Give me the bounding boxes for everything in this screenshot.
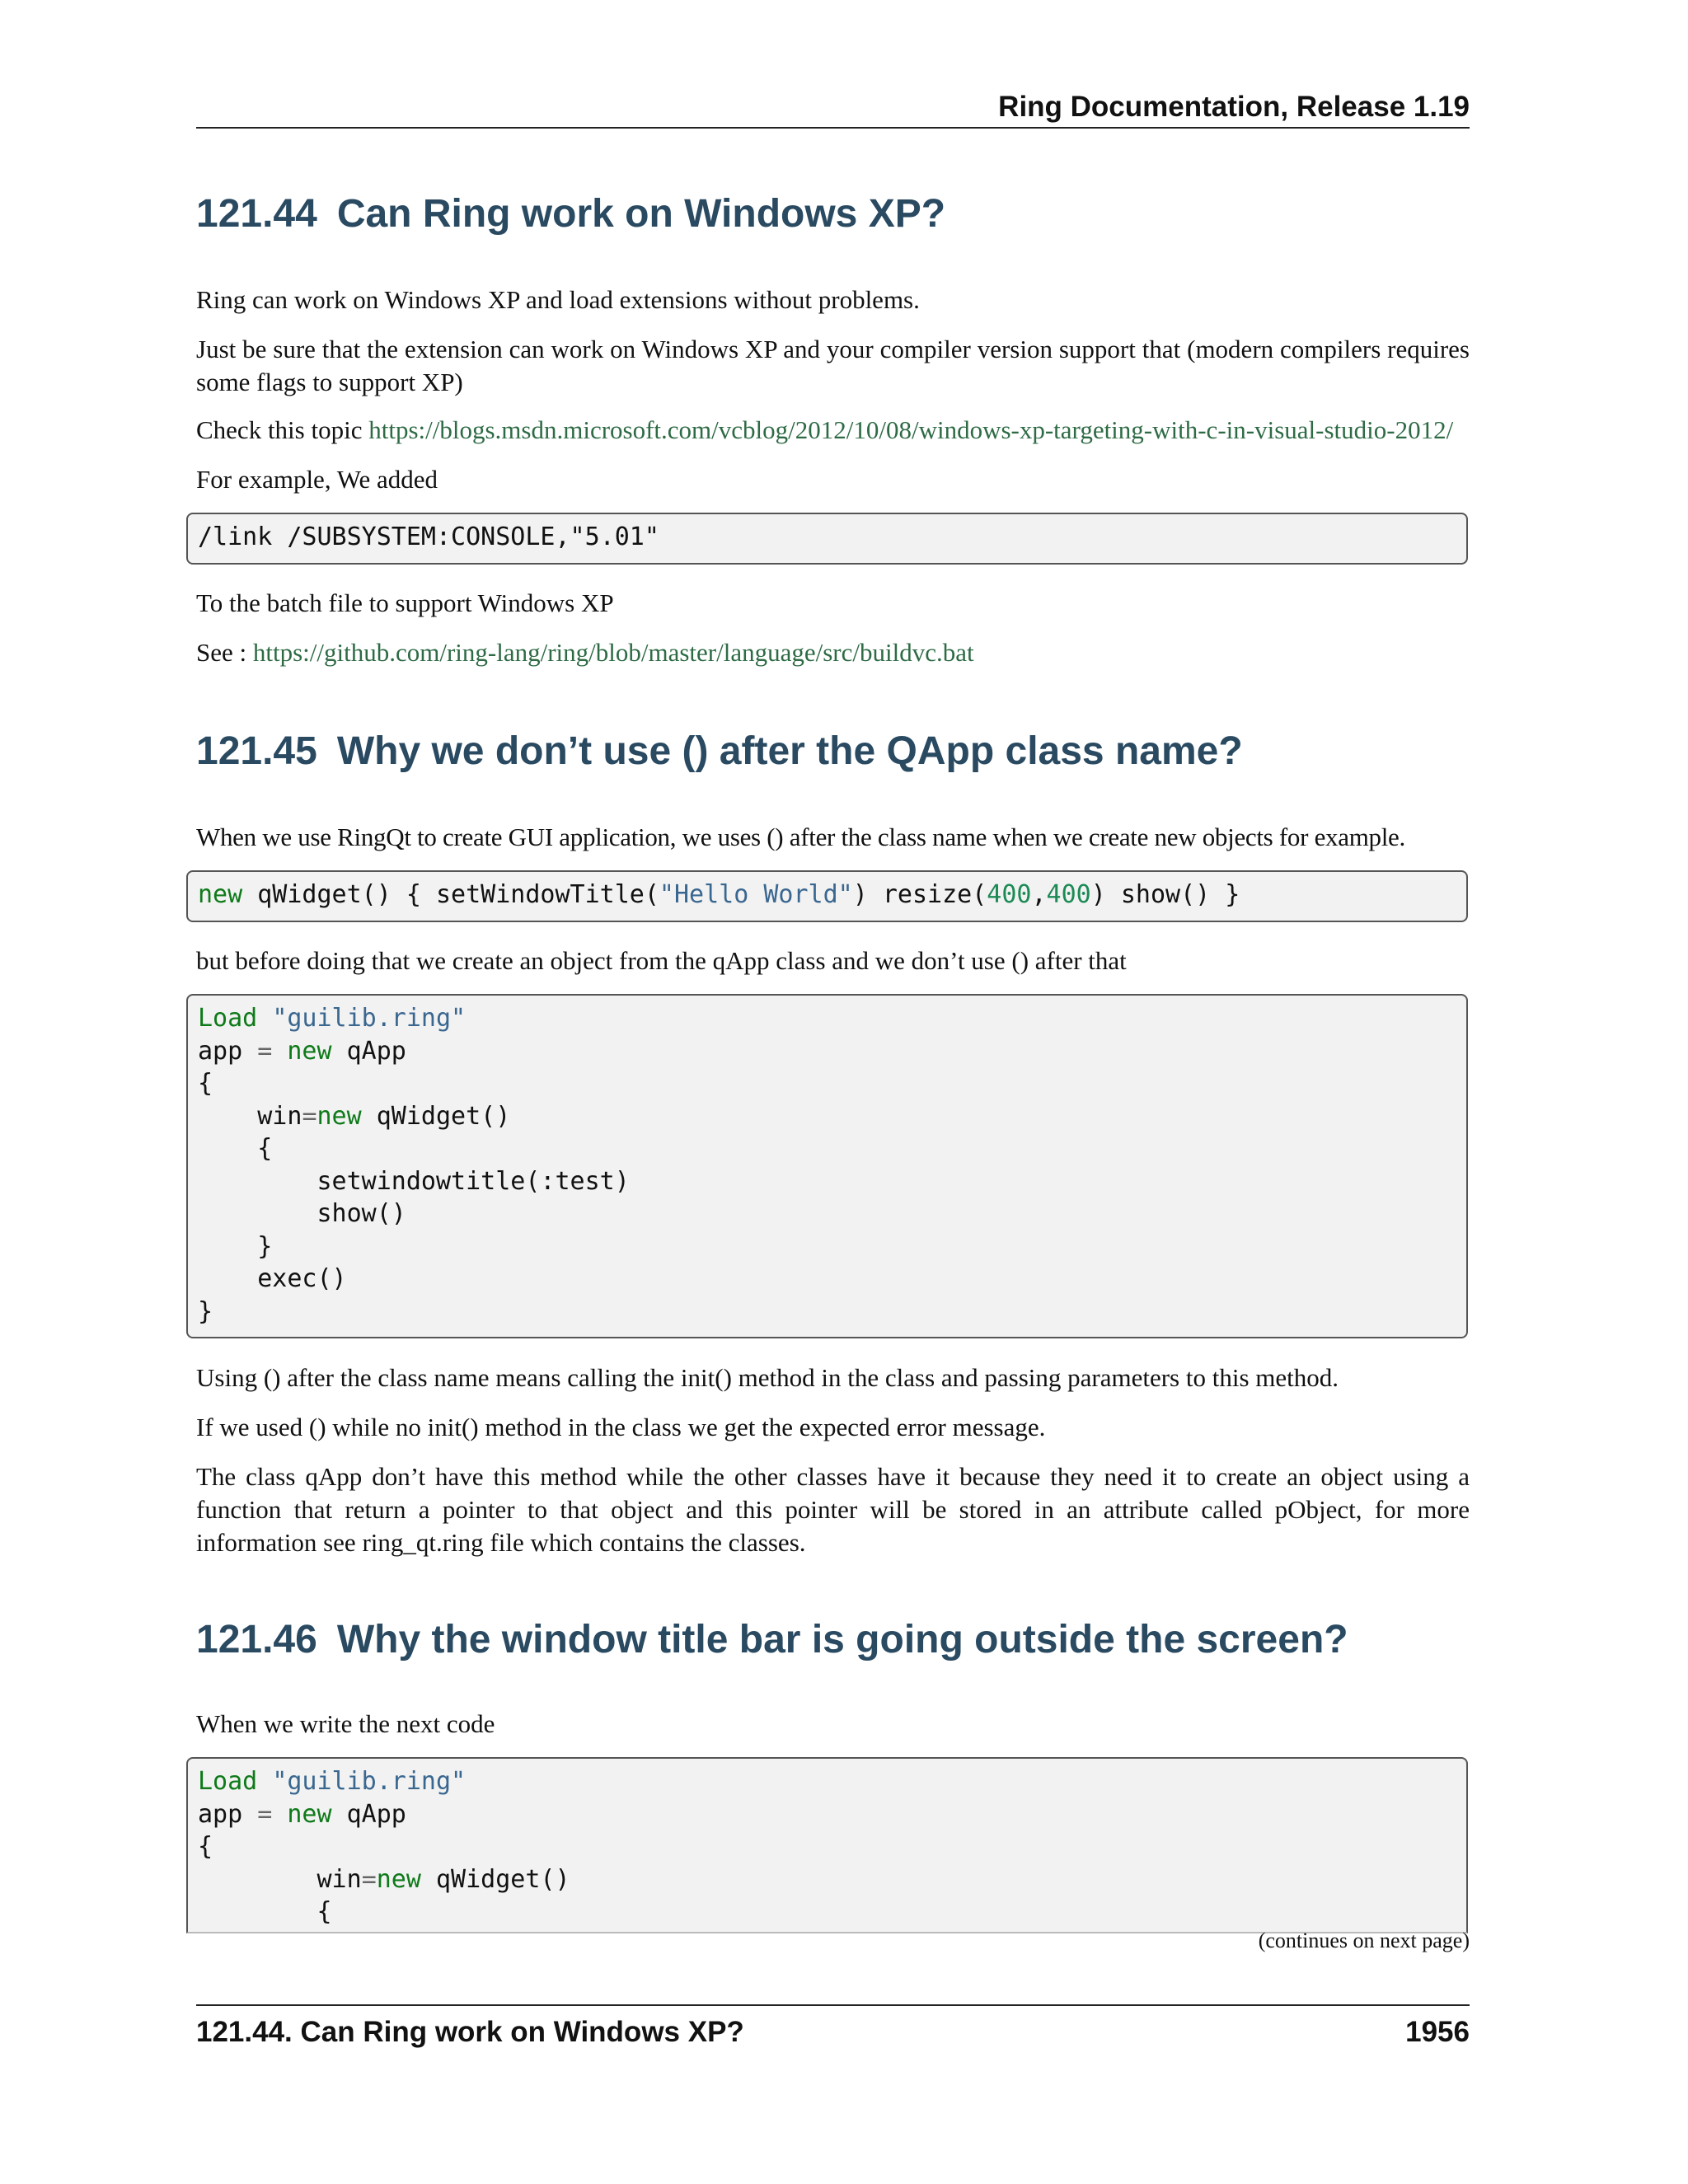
paragraph bbox=[196, 636, 1470, 669]
paragraph: but before doing that we create an object from the qApp class and we don’t use () after that bbox=[196, 946, 1127, 975]
paragraph-text: Check this topic bbox=[196, 415, 369, 444]
running-header bbox=[196, 91, 1470, 129]
paragraph-text: See : bbox=[196, 638, 253, 667]
page-footer bbox=[196, 2004, 1470, 2048]
paragraph: Ring can work on Windows XP and load extensions without problems. bbox=[196, 285, 920, 314]
footer-section-title: 121.44. Can Ring work on Windows XP? bbox=[196, 2016, 744, 2048]
section-number: 121.44 bbox=[196, 192, 317, 236]
paragraph: The class qApp don’t have this method while the other classes have it because they need it to create an object using a function that return a pointer to that object and this pointer will be stored in an attribute called pObject, for more information see ring_qt.ring file which contains the classes. bbox=[196, 1462, 1470, 1557]
github-buildvc-link[interactable]: https://github.com/ring-lang/ring/blob/master/language/src/buildvc.bat bbox=[252, 638, 974, 667]
continues-note: (continues on next page) bbox=[1258, 1929, 1470, 1952]
code-block-qwidget: new qWidget() { setWindowTitle("Hello World") resize(400,400) show() } bbox=[186, 870, 1468, 922]
section-number: 121.45 bbox=[196, 729, 317, 773]
section-title: Why the window title bar is going outside the screen? bbox=[336, 1618, 1348, 1661]
paragraph: If we used () while no init() method in the class we get the expected error message. bbox=[196, 1413, 1046, 1441]
paragraph: Using () after the class name means calling the init() method in the class and passing parameters to this method. bbox=[196, 1363, 1339, 1392]
section-title: Why we don’t use () after the QApp class name? bbox=[336, 729, 1243, 773]
code-block-qapp: Load "guilib.ring" app = new qApp { win=new qWidget() { setwindowtitle(:test) show() } exec() } bbox=[186, 994, 1468, 1338]
code-block: /link /SUBSYSTEM:CONSOLE,"5.01" bbox=[186, 513, 1468, 565]
page-number: 1956 bbox=[1405, 2016, 1470, 2048]
section-title: Can Ring work on Windows XP? bbox=[336, 192, 946, 236]
section-heading-121-45 bbox=[196, 729, 1243, 774]
paragraph: When we write the next code bbox=[196, 1709, 495, 1738]
msdn-blog-link[interactable]: https://blogs.msdn.microsoft.com/vcblog/2012/10/08/windows-xp-targeting-with-c-in-visual-studio-2012/ bbox=[368, 415, 1454, 444]
paragraph: To the batch file to support Windows XP bbox=[196, 588, 614, 617]
section-number: 121.46 bbox=[196, 1618, 317, 1661]
code-block-window-title: Load "guilib.ring" app = new qApp { win=new qWidget() { bbox=[186, 1757, 1468, 1933]
running-header-title: Ring Documentation, Release 1.19 bbox=[998, 91, 1470, 123]
paragraph: Just be sure that the extension can work on Windows XP and your compiler version support that (modern compilers requires some flags to support XP) bbox=[196, 335, 1470, 396]
paragraph: When we use RingQt to create GUI application, we uses () after the class name when we create new objects for example. bbox=[196, 823, 1405, 851]
paragraph: For example, We added bbox=[196, 465, 438, 494]
paragraph bbox=[196, 414, 1453, 447]
section-heading-121-44 bbox=[196, 191, 945, 237]
section-heading-121-46 bbox=[196, 1617, 1348, 1662]
document-page bbox=[196, 0, 1470, 2184]
